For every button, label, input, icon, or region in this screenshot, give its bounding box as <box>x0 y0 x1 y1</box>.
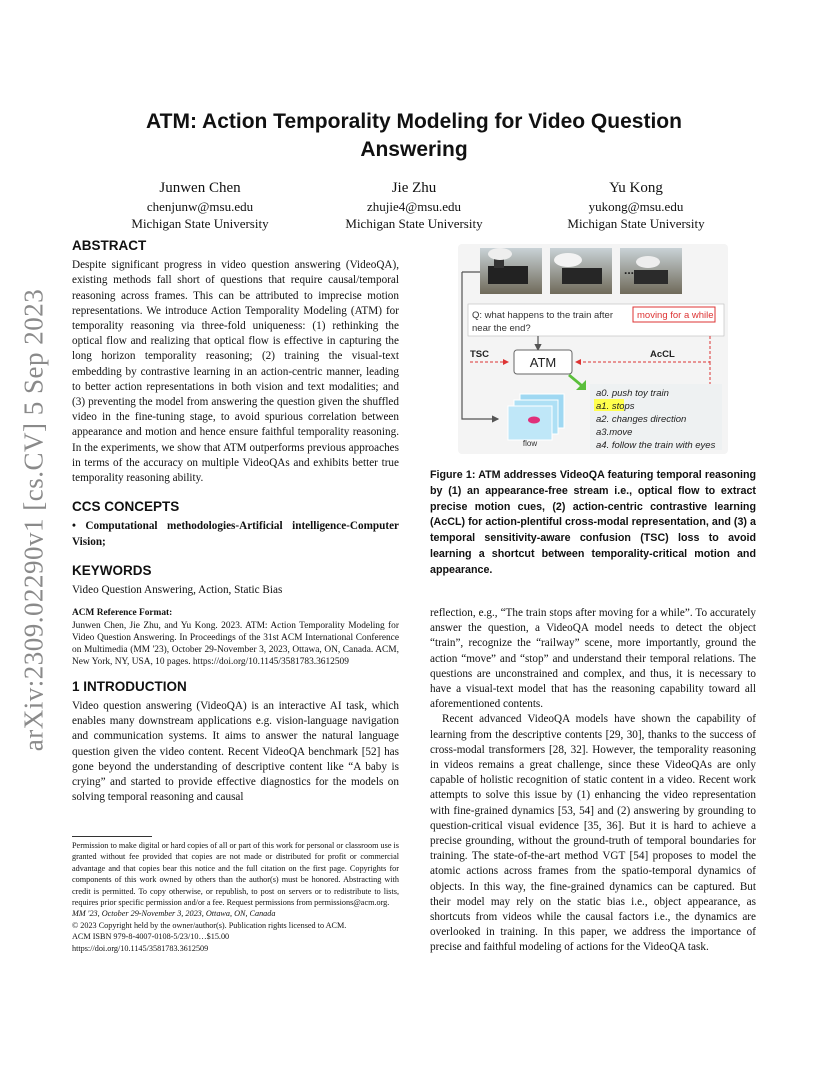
flow-stack <box>508 394 564 448</box>
intro-text-left: Video question answering (VideoQA) is an interactive AI task, which enables many downstream applications e.g. vision-language navigation and communication systems. It aims to answer the natural language question given the video content. Recent VideoQA benchmark [52] has gone beyond the understanding of descriptive content like “A baby is crying” and started to provide effective diagnostics for the models on solving temporal reasoning and causal <box>72 699 399 804</box>
author-email: zhujie4@msu.edu <box>367 199 461 214</box>
author-name: Junwen Chen <box>159 180 241 196</box>
author-name: Jie Zhu <box>391 180 437 196</box>
paper-title: ATM: Action Temporality Modeling for Video Question Answering <box>146 110 682 161</box>
right-column <box>430 606 756 956</box>
author-2 <box>294 178 534 232</box>
intro-text-right-2: Recent advanced VideoQA models have shown the capability of learning from the descriptive contents [29, 30], thanks to the success of cross-modal transformers [28, 32]. However, the temporality reasoning in videos remains a great challenge, since these VideoQAs are only capable of holistic recognition of static content in a video. Recent work attempts to solve this issue by (1) enhancing the video representation with fine-grained dynamics [53, 54] and (2) answering by grounding to question-critical visual evidence [35, 36]. But it is hard to achieve a precise grounding, without the ground-truth of temporal boundaries for training. The state-of-the-art method VGT [54] proposes to model the atomic actions across frames from the spatio-temporal dynamics of objects. In this way, the fine-grained dynamics can be captured. But their model may rely on the static bias i.e., object appearance, as shortcuts from videos while the causal factors i.e., the dynamics are overlooked in training. In this paper, we address the importance of precise and faithful modeling of actions for the VideoQA task. <box>430 713 756 954</box>
permission-text: Permission to make digital or hard copies of all or part of this work for personal or classroom use is granted without fee provided that copies are not made or distributed for profit or commercial advantage and that copies bear this notice and the full citation on the first page. Copyrights for components of this work owned by others than the author(s) must be honored. Abstracting with credit is permitted. To copy otherwise, or republish, to post on servers or to redistribute to lists, requires prior specific permission and/or a fee. Request permissions from permissions@acm.org. <box>72 841 399 908</box>
figure-diagram <box>458 244 728 454</box>
green-arrow-icon <box>568 374 586 390</box>
tsc-label: TSC <box>470 349 489 360</box>
intro-heading: 1 INTRODUCTION <box>72 678 187 694</box>
ccs-heading: CCS CONCEPTS <box>72 499 180 515</box>
abstract-text: Despite significant progress in video question answering (VideoQA), existing methods fall short of questions that require causal/temporal reasoning across frames. This can be attributed to imprecise motion representations. We introduce Action Temporality Modeling (ATM) for temporality reasoning via three-fold uniqueness: (1) rethinking the optical flow and realizing that optical flow is effective in capturing the long horizon temporality reasoning; (2) training the visual-text embedding by contrastive learning in an action-centric manner, leading to better action representations in both vision and text modalities; and (3) preventing the model from answering the question given the shuffled video in the fine-tuning stage, to avoid spurious correlation between appearance and motion and hence ensure faithful temporality reasoning. In the experiments, we show that ATM outperforms previous approaches in terms of the accuracy on multiple VideoQAs and exhibits better true temporality reasoning ability. <box>72 259 399 485</box>
permission-isbn: ACM ISBN 979-8-4007-0108-5/23/10…$15.00 <box>72 932 230 942</box>
flow-label: flow <box>522 439 538 448</box>
author-1 <box>80 178 320 232</box>
answer-4: a4. follow the train with eyes <box>596 440 716 451</box>
answer-1: a1. stops <box>596 401 635 412</box>
keywords-text: Video Question Answering, Action, Static Bias <box>72 584 283 597</box>
author-affiliation: Michigan State University <box>345 216 483 231</box>
author-affiliation: Michigan State University <box>131 216 269 231</box>
author-name: Yu Kong <box>609 180 663 196</box>
figure-1 <box>458 244 728 454</box>
answer-3: a3.move <box>596 427 633 438</box>
footnote-rule <box>72 836 152 837</box>
left-column <box>72 238 399 805</box>
keywords-heading: KEYWORDS <box>72 562 152 578</box>
reference-text: Junwen Chen, Jie Zhu, and Yu Kong. 2023. ATM: Action Temporality Modeling for Video Question Answering. In Proceedings of the 31st ACM International Conference on Multimedia (MM '23), October 29-November 3, 2023, Ottawa, ON, Canada. ACM, New York, NY, USA, 10 pages. https://doi.org/10.1145/3581783.3612509 <box>72 620 399 668</box>
author-affiliation: Michigan State University <box>567 216 705 231</box>
ccs-text: • Computational methodologies-Artificial intelligence-Computer Vision; <box>72 520 399 548</box>
permission-venue: MM '23, October 29-November 3, 2023, Ottawa, ON, Canada <box>72 909 276 919</box>
permission-copyright: © 2023 Copyright held by the owner/author(s). Publication rights licensed to ACM. <box>72 920 347 930</box>
figure-caption: Figure 1: ATM addresses VideoQA featuring temporal reasoning by (1) an appearance-free stream i.e., optical flow to extract precise motion cues, (2) action-centric contrastive learning (AcCL) for action-plentiful cross-modal representation, and (3) a temporal sensitivity-aware confusion (TSC) loss to avoid learning a shortcut between temporality-critical motion and appearance. <box>430 469 756 576</box>
abstract-heading: ABSTRACT <box>72 238 147 253</box>
arxiv-stamp: arXiv:2309.02290v1 [cs.CV] 5 Sep 2023 <box>18 288 49 752</box>
accl-label: AcCL <box>650 349 675 360</box>
author-email: yukong@msu.edu <box>588 199 684 214</box>
permission-block <box>72 840 399 954</box>
author-3 <box>516 178 756 232</box>
atm-label: ATM <box>529 355 557 370</box>
video-frame-2 <box>550 248 612 294</box>
question-highlight: moving for a while <box>637 310 714 321</box>
question-prefix: Q: what happens to the train after <box>472 310 614 321</box>
intro-text-right-1: reflection, e.g., “The train stops after moving for a while”. To accurately answer the question, a VideoQA model needs to detect the object “train”, recognize the “railway” scene, more importantly, ground the action “move” and “stop” and understand their temporal relations. The questions are unconstrained and complex, and thus, it is necessary to have a visual-text model that has the reasoning capability toward all aforementioned contents. <box>430 607 756 711</box>
reference-heading: ACM Reference Format: <box>72 608 173 619</box>
frames-ellipsis: ... <box>624 263 635 277</box>
author-email: chenjunw@msu.edu <box>146 199 254 214</box>
answer-2: a2. changes direction <box>596 414 687 425</box>
answer-0: a0. push toy train <box>596 388 669 399</box>
question-suffix: near the end? <box>472 323 531 334</box>
video-frame-1 <box>480 248 542 294</box>
permission-doi: https://doi.org/10.1145/3581783.3612509 <box>72 943 209 953</box>
